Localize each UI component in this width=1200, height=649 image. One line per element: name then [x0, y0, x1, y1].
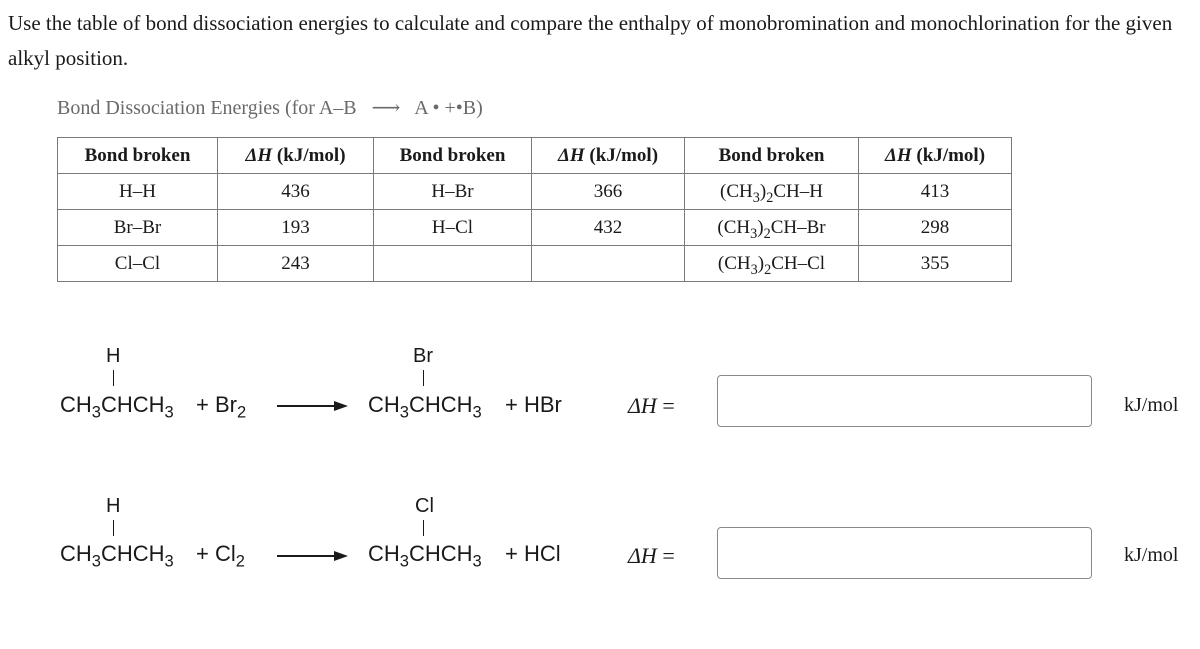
table-cell: 436 — [218, 174, 374, 210]
table-cell: 366 — [532, 174, 685, 210]
table-cell: H–Cl — [374, 210, 532, 246]
chlorination-answer-input[interactable] — [717, 527, 1092, 579]
table-cell-formula: $(CH_3)_2CH-H$ — [685, 174, 859, 210]
bond-dissociation-table — [57, 137, 1012, 282]
table-cell: 193 — [218, 210, 374, 246]
header-dh-3: ΔH (kJ/mol) — [859, 138, 1012, 174]
product-bond-line — [423, 520, 424, 536]
delta-h-label: ΔH = — [628, 543, 675, 568]
question-prompt: Use the table of bond dissociation energies to calculate and compare the enthalpy of monobromination and monochlorination for the given alkyl position. — [8, 11, 1173, 70]
table-cell: H–Br — [374, 174, 532, 210]
reaction-arrow — [277, 555, 337, 557]
byproduct-formula: + HCl — [505, 541, 561, 566]
caption-prefix: Bond Dissociation Energies (for A–B — [57, 97, 357, 119]
delta-h-label: ΔH = — [628, 393, 675, 418]
table-cell: 243 — [218, 246, 374, 282]
reactant-bond-line — [113, 520, 114, 536]
product-top-atom: Cl — [415, 495, 434, 517]
header-dh-2: ΔH (kJ/mol) — [532, 138, 685, 174]
table-cell: H–H — [58, 174, 218, 210]
reagent-formula: + $Br_2$ — [196, 392, 247, 422]
table-row — [58, 210, 1012, 246]
table-cell: 298 — [859, 210, 1012, 246]
reaction-arrow — [277, 405, 337, 407]
table-cell-formula: $(CH_3)_2CH-Cl$ — [685, 246, 859, 282]
unit-label: kJ/mol — [1124, 394, 1179, 416]
table-cell: 355 — [859, 246, 1012, 282]
reactant-top-atom: H — [106, 345, 121, 367]
reactant-bond-line — [113, 370, 114, 386]
header-bond-broken-2: Bond broken — [374, 138, 532, 174]
arrow-head-icon — [334, 551, 348, 561]
table-cell: 413 — [859, 174, 1012, 210]
arrow-head-icon — [334, 401, 348, 411]
caption-suffix: A • +•B) — [414, 97, 483, 119]
table-header-row — [58, 138, 1012, 174]
table-cell — [374, 246, 532, 282]
unit-label: kJ/mol — [1124, 544, 1179, 566]
table-cell — [532, 246, 685, 282]
byproduct-formula: + HBr — [505, 392, 562, 417]
table-row — [58, 246, 1012, 282]
bromination-answer-input[interactable] — [717, 375, 1092, 427]
header-dh-1: ΔH (kJ/mol) — [218, 138, 374, 174]
table-cell: 432 — [532, 210, 685, 246]
product-top-atom: Br — [413, 345, 433, 367]
caption-arrow: ⟶ — [371, 97, 401, 119]
product-formula: $CH_3CHCH_3$ — [368, 392, 482, 422]
product-formula: $CH_3CHCH_3$ — [368, 541, 482, 571]
header-bond-broken-3: Bond broken — [685, 138, 859, 174]
reactant-top-atom: H — [106, 495, 121, 517]
table-cell-formula: $(CH_3)_2CH-Br$ — [685, 210, 859, 246]
table-cell: Br–Br — [58, 210, 218, 246]
table-row — [58, 174, 1012, 210]
table-cell: Cl–Cl — [58, 246, 218, 282]
reagent-formula: + $Cl_2$ — [196, 541, 245, 571]
table-caption — [57, 95, 483, 120]
reactant-formula: $CH_3CHCH_3$ — [60, 541, 174, 571]
reactant-formula: $CH_3CHCH_3$ — [60, 392, 174, 422]
header-bond-broken-1: Bond broken — [58, 138, 218, 174]
product-bond-line — [423, 370, 424, 386]
